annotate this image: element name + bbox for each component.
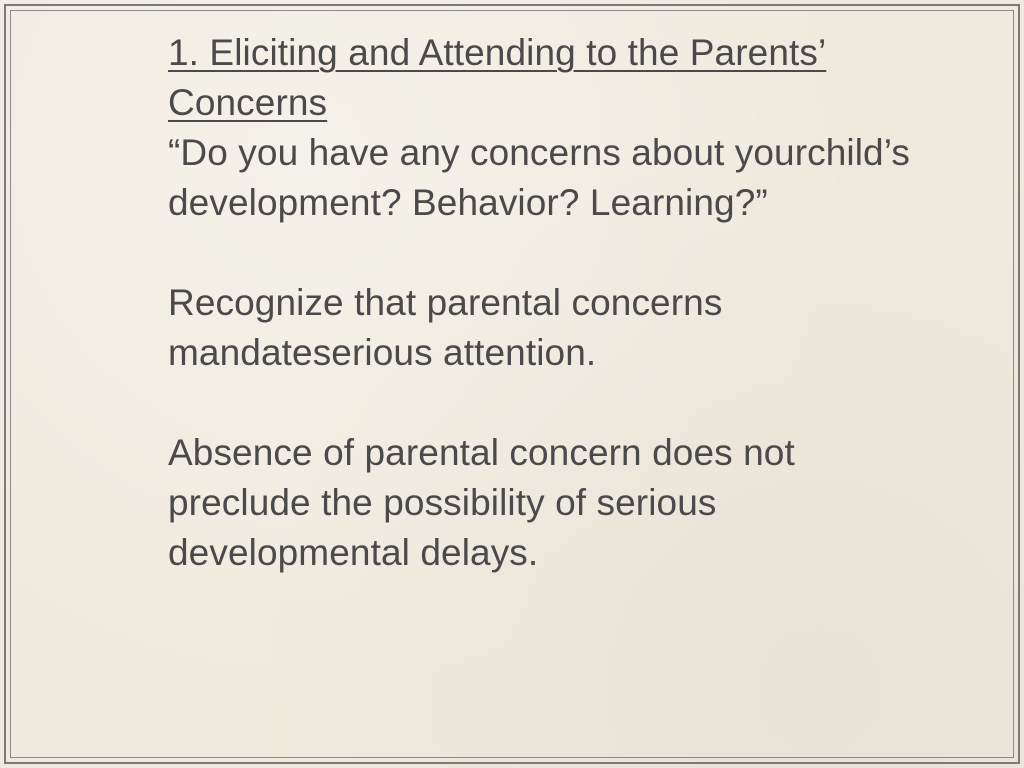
point-absence-of-concern: Absence of parental concern does not preclude the possibility of serious developmental delays. (168, 432, 795, 573)
parent-question: “Do you have any concerns about yourchild’s development? Behavior? Learning?” (168, 132, 910, 223)
spacer (168, 228, 928, 278)
slide-body (168, 28, 928, 578)
spacer (168, 378, 928, 428)
point-serious-attention: Recognize that parental concerns mandateserious attention. (168, 282, 723, 373)
slide-heading: 1. Eliciting and Attending to the Parents’ Concerns (168, 32, 827, 123)
